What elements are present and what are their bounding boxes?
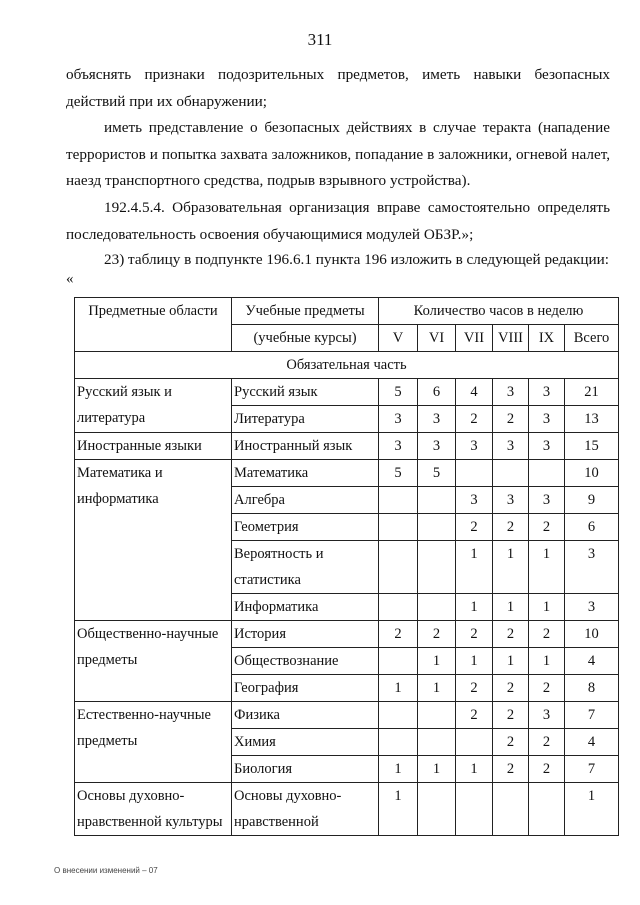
grade-header: IX — [529, 325, 565, 352]
hours-cell: 3 — [529, 702, 565, 729]
hours-cell: 1 — [493, 594, 529, 621]
subject-cell: Алгебра — [232, 487, 379, 514]
hours-cell — [493, 783, 529, 836]
subject-cell: Геометрия — [232, 514, 379, 541]
subject-cell: Иностранный язык — [232, 433, 379, 460]
paragraph-2: иметь представление о безопасных действиях в случае теракта (нападение террористов и попытка захвата заложников, попадание в заложники, огневой налет, наезд транспортного средства, подрыв взрывного устройства). — [66, 119, 610, 189]
hours-cell — [379, 541, 418, 594]
hours-total-cell: 10 — [565, 460, 619, 487]
hours-cell: 6 — [418, 379, 456, 406]
hours-cell: 2 — [493, 756, 529, 783]
hours-cell: 2 — [493, 729, 529, 756]
hours-cell: 1 — [493, 541, 529, 594]
hours-cell — [529, 783, 565, 836]
hours-cell: 3 — [493, 487, 529, 514]
subject-cell: Литература — [232, 406, 379, 433]
hours-cell: 2 — [456, 406, 493, 433]
hours-cell: 1 — [418, 648, 456, 675]
paragraph-1: объяснять признаки подозрительных предметов, иметь навыки безопасных действий при их обнаружении; — [66, 66, 610, 110]
footer-note: О внесении изменений – 07 — [54, 866, 158, 875]
header-subjects-line2: (учебные курсы) — [232, 325, 379, 352]
subject-cell: Биология — [232, 756, 379, 783]
grade-header: VIII — [493, 325, 529, 352]
grade-header: VI — [418, 325, 456, 352]
hours-cell: 2 — [456, 514, 493, 541]
hours-cell: 2 — [529, 514, 565, 541]
table-row — [75, 621, 619, 648]
hours-cell: 3 — [379, 406, 418, 433]
hours-cell: 1 — [456, 541, 493, 594]
hours-cell: 1 — [529, 648, 565, 675]
hours-cell — [379, 594, 418, 621]
hours-cell: 1 — [379, 756, 418, 783]
hours-total-cell: 4 — [565, 729, 619, 756]
hours-table — [74, 297, 619, 836]
table-header-row-1 — [75, 298, 619, 325]
table-row — [75, 783, 619, 836]
hours-total-cell: 9 — [565, 487, 619, 514]
hours-cell: 1 — [456, 756, 493, 783]
hours-cell: 1 — [379, 783, 418, 836]
section-title: Обязательная часть — [75, 352, 619, 379]
table-row — [75, 433, 619, 460]
subject-cell: Физика — [232, 702, 379, 729]
table-row — [75, 379, 619, 406]
hours-cell — [418, 594, 456, 621]
subject-cell: Информатика — [232, 594, 379, 621]
hours-cell — [493, 460, 529, 487]
hours-cell: 2 — [456, 702, 493, 729]
grade-header: VII — [456, 325, 493, 352]
hours-cell — [456, 729, 493, 756]
hours-cell: 2 — [493, 702, 529, 729]
hours-cell — [456, 783, 493, 836]
hours-cell: 3 — [456, 487, 493, 514]
subject-cell: Вероятность и статистика — [232, 541, 379, 594]
subject-area-cell: Общественно-научные предметы — [75, 621, 232, 702]
hours-total-cell: 10 — [565, 621, 619, 648]
hours-cell: 5 — [418, 460, 456, 487]
hours-cell: 2 — [493, 621, 529, 648]
paragraph-4: 23) таблицу в подпункте 196.6.1 пункта 196 изложить в следующей редакции: — [104, 251, 610, 268]
header-hours: Количество часов в неделю — [379, 298, 619, 325]
hours-cell: 2 — [418, 621, 456, 648]
hours-cell: 5 — [379, 460, 418, 487]
hours-cell: 5 — [379, 379, 418, 406]
section-row — [75, 352, 619, 379]
subject-cell: Обществознание — [232, 648, 379, 675]
hours-cell: 3 — [529, 487, 565, 514]
hours-cell: 2 — [529, 675, 565, 702]
table-row — [75, 702, 619, 729]
hours-cell — [379, 702, 418, 729]
hours-cell — [418, 783, 456, 836]
hours-cell: 2 — [456, 675, 493, 702]
hours-cell — [418, 729, 456, 756]
opening-quote: « — [66, 271, 74, 287]
hours-total-cell: 15 — [565, 433, 619, 460]
hours-cell: 1 — [456, 648, 493, 675]
hours-cell: 3 — [418, 433, 456, 460]
hours-cell: 1 — [418, 756, 456, 783]
hours-cell: 3 — [456, 433, 493, 460]
hours-total-cell: 13 — [565, 406, 619, 433]
hours-total-cell: 7 — [565, 702, 619, 729]
hours-cell — [379, 487, 418, 514]
hours-total-cell: 8 — [565, 675, 619, 702]
hours-cell: 1 — [418, 675, 456, 702]
subject-cell: Химия — [232, 729, 379, 756]
header-areas: Предметные области — [75, 298, 232, 352]
subject-area-cell: Математика и информатика — [75, 460, 232, 621]
hours-cell — [379, 514, 418, 541]
hours-cell — [418, 702, 456, 729]
grade-header: V — [379, 325, 418, 352]
hours-total-cell: 4 — [565, 648, 619, 675]
hours-cell: 2 — [529, 621, 565, 648]
hours-cell: 3 — [529, 433, 565, 460]
hours-cell: 1 — [456, 594, 493, 621]
hours-cell: 3 — [529, 379, 565, 406]
hours-cell: 2 — [493, 675, 529, 702]
subject-cell: География — [232, 675, 379, 702]
hours-cell — [379, 648, 418, 675]
hours-total-cell: 3 — [565, 541, 619, 594]
hours-cell — [418, 541, 456, 594]
hours-cell: 3 — [418, 406, 456, 433]
hours-cell — [456, 460, 493, 487]
header-subjects-line1: Учебные предметы — [232, 298, 379, 325]
hours-cell — [379, 729, 418, 756]
hours-total-cell: 6 — [565, 514, 619, 541]
hours-cell: 1 — [529, 594, 565, 621]
hours-cell: 3 — [493, 379, 529, 406]
hours-cell: 3 — [493, 433, 529, 460]
hours-cell: 2 — [493, 514, 529, 541]
hours-cell: 2 — [493, 406, 529, 433]
hours-cell: 2 — [529, 756, 565, 783]
hours-cell: 3 — [379, 433, 418, 460]
hours-cell — [418, 514, 456, 541]
table-row — [75, 460, 619, 487]
hours-cell — [418, 487, 456, 514]
paragraph-3: 192.4.5.4. Образовательная организация вправе самостоятельно определять последовательность освоения обучающимися модулей ОБЗР.»; — [66, 199, 610, 243]
hours-total-cell: 1 — [565, 783, 619, 836]
subject-area-cell: Иностранные языки — [75, 433, 232, 460]
subject-area-cell: Русский язык и литература — [75, 379, 232, 433]
subject-area-cell: Естественно-научные предметы — [75, 702, 232, 783]
subject-cell: Математика — [232, 460, 379, 487]
subject-cell: Основы духовно-нравственной — [232, 783, 379, 836]
hours-total-cell: 3 — [565, 594, 619, 621]
hours-cell: 3 — [529, 406, 565, 433]
page-number: 311 — [307, 30, 333, 49]
hours-cell: 2 — [529, 729, 565, 756]
hours-total-cell: 7 — [565, 756, 619, 783]
hours-cell: 1 — [493, 648, 529, 675]
hours-cell: 1 — [529, 541, 565, 594]
hours-cell: 1 — [379, 675, 418, 702]
hours-cell: 2 — [379, 621, 418, 648]
hours-total-cell: 21 — [565, 379, 619, 406]
subject-cell: История — [232, 621, 379, 648]
subject-cell: Русский язык — [232, 379, 379, 406]
hours-cell: 4 — [456, 379, 493, 406]
subject-area-cell: Основы духовно-нравственной культуры — [75, 783, 232, 836]
hours-cell — [529, 460, 565, 487]
grade-header-total: Всего — [565, 325, 619, 352]
hours-cell: 2 — [456, 621, 493, 648]
